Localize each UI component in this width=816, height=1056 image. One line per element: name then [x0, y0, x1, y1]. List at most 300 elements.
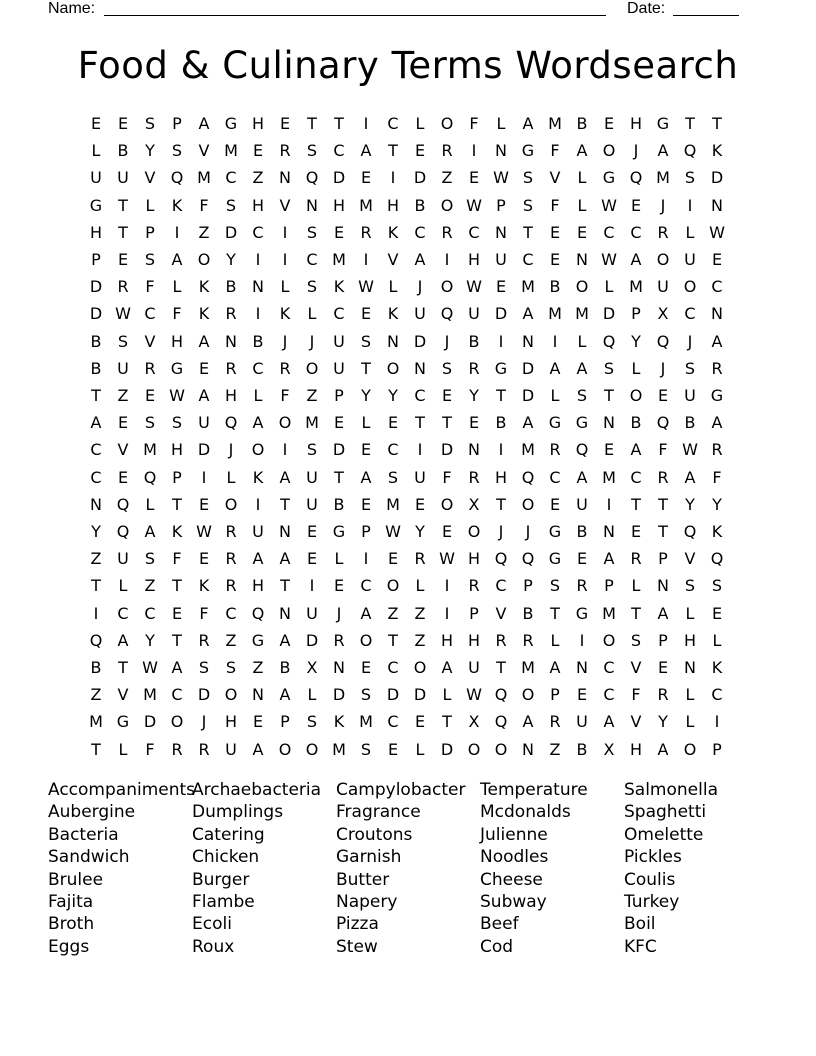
grid-cell[interactable]: C	[90, 440, 102, 460]
grid-cell[interactable]: U	[495, 250, 507, 269]
grid-cell[interactable]: N	[252, 277, 264, 297]
grid-cell[interactable]: S	[306, 440, 318, 460]
grid-cell[interactable]: L	[172, 277, 182, 297]
grid-cell[interactable]: P	[361, 522, 371, 541]
grid-cell[interactable]: W	[439, 549, 455, 569]
grid-cell[interactable]: L	[253, 386, 263, 405]
grid-cell[interactable]: I	[390, 168, 396, 188]
grid-cell[interactable]: L	[577, 331, 587, 351]
grid-cell[interactable]: O	[359, 630, 373, 650]
grid-cell[interactable]: S	[306, 277, 318, 297]
grid-cell[interactable]: U	[225, 739, 237, 759]
grid-cell[interactable]: O	[494, 739, 508, 759]
grid-cell[interactable]: L	[631, 358, 641, 378]
grid-cell[interactable]: Q	[683, 141, 697, 161]
grid-cell[interactable]: O	[683, 739, 697, 759]
grid-cell[interactable]: P	[145, 222, 155, 242]
grid-cell[interactable]: T	[496, 658, 506, 677]
grid-cell[interactable]: U	[657, 277, 669, 297]
grid-cell[interactable]: M	[197, 168, 211, 188]
grid-cell[interactable]: W	[466, 277, 482, 297]
grid-cell[interactable]: X	[306, 658, 318, 677]
grid-cell[interactable]: L	[550, 630, 560, 650]
grid-cell[interactable]: N	[468, 440, 480, 460]
grid-cell[interactable]: S	[360, 739, 372, 759]
grid-cell[interactable]: U	[684, 386, 696, 405]
grid-cell[interactable]: D	[332, 168, 346, 188]
grid-cell[interactable]: F	[199, 603, 209, 623]
grid-cell[interactable]: N	[711, 195, 723, 215]
grid-cell[interactable]: S	[549, 576, 561, 596]
grid-cell[interactable]: A	[198, 386, 210, 405]
grid-cell[interactable]: E	[711, 603, 723, 623]
grid-cell[interactable]: A	[252, 549, 264, 569]
grid-cell[interactable]: A	[414, 250, 426, 269]
grid-cell[interactable]: K	[333, 277, 345, 297]
grid-cell[interactable]: K	[711, 141, 723, 161]
grid-cell[interactable]: T	[91, 739, 101, 759]
grid-cell[interactable]: U	[576, 494, 588, 514]
grid-cell[interactable]: I	[282, 440, 288, 460]
grid-cell[interactable]: S	[306, 712, 318, 732]
grid-cell[interactable]: W	[601, 195, 617, 215]
grid-cell[interactable]: O	[629, 386, 643, 405]
grid-cell[interactable]: O	[224, 685, 238, 705]
grid-cell[interactable]: T	[631, 603, 641, 623]
grid-cell[interactable]: S	[306, 222, 318, 242]
grid-cell[interactable]: A	[522, 114, 534, 133]
grid-cell[interactable]: T	[415, 413, 425, 433]
grid-cell[interactable]: A	[657, 141, 669, 161]
grid-cell[interactable]: B	[684, 413, 696, 433]
grid-cell[interactable]: S	[684, 358, 696, 378]
grid-cell[interactable]: C	[603, 658, 615, 677]
grid-cell[interactable]: S	[711, 576, 723, 596]
grid-cell[interactable]: Q	[656, 331, 670, 351]
grid-cell[interactable]: G	[548, 413, 562, 433]
grid-cell[interactable]: N	[711, 304, 723, 324]
grid-cell[interactable]: H	[170, 440, 184, 460]
grid-cell[interactable]: C	[603, 222, 615, 242]
grid-cell[interactable]: Y	[145, 630, 155, 650]
grid-cell[interactable]: T	[118, 195, 128, 215]
grid-cell[interactable]: Q	[170, 168, 184, 188]
grid-cell[interactable]: H	[629, 114, 643, 133]
grid-cell[interactable]: G	[89, 195, 103, 215]
grid-cell[interactable]: E	[549, 222, 561, 242]
grid-cell[interactable]: Q	[494, 712, 508, 732]
grid-cell[interactable]: E	[333, 222, 345, 242]
grid-cell[interactable]: H	[467, 630, 481, 650]
grid-cell[interactable]: E	[603, 440, 615, 460]
grid-cell[interactable]: L	[712, 630, 722, 650]
grid-cell[interactable]: E	[360, 658, 372, 677]
grid-cell[interactable]: D	[710, 168, 724, 188]
grid-cell[interactable]: E	[117, 114, 129, 133]
grid-cell[interactable]: E	[171, 603, 183, 623]
grid-cell[interactable]: B	[495, 413, 507, 433]
grid-cell[interactable]: E	[387, 549, 399, 569]
grid-cell[interactable]: O	[602, 630, 616, 650]
grid-cell[interactable]: W	[466, 195, 482, 215]
grid-cell[interactable]: Q	[710, 549, 724, 569]
grid-cell[interactable]: L	[361, 413, 371, 433]
grid-cell[interactable]: H	[224, 712, 238, 732]
grid-cell[interactable]: A	[549, 358, 561, 378]
grid-cell[interactable]: M	[143, 685, 157, 705]
grid-cell[interactable]: C	[684, 304, 696, 324]
grid-cell[interactable]: J	[525, 522, 531, 541]
grid-cell[interactable]: E	[279, 114, 291, 133]
grid-cell[interactable]: M	[359, 195, 373, 215]
grid-cell[interactable]: R	[414, 549, 426, 569]
grid-cell[interactable]: H	[683, 630, 697, 650]
grid-cell[interactable]: E	[414, 494, 426, 514]
grid-cell[interactable]: E	[387, 413, 399, 433]
grid-cell[interactable]: T	[523, 222, 533, 242]
grid-cell[interactable]: B	[90, 658, 102, 677]
grid-cell[interactable]: J	[228, 440, 234, 460]
grid-cell[interactable]: T	[91, 386, 101, 405]
grid-cell[interactable]: S	[144, 250, 156, 269]
grid-cell[interactable]: E	[549, 494, 561, 514]
grid-cell[interactable]: P	[523, 576, 533, 596]
grid-cell[interactable]: J	[660, 358, 666, 378]
grid-cell[interactable]: A	[279, 630, 291, 650]
grid-cell[interactable]: W	[142, 658, 158, 677]
grid-cell[interactable]: E	[711, 250, 723, 269]
grid-cell[interactable]: C	[225, 168, 237, 188]
grid-cell[interactable]: A	[630, 440, 642, 460]
grid-cell[interactable]: K	[198, 576, 210, 596]
grid-cell[interactable]: T	[334, 467, 344, 487]
grid-cell[interactable]: L	[307, 685, 317, 705]
grid-cell[interactable]: O	[575, 277, 589, 297]
grid-cell[interactable]: O	[440, 114, 454, 133]
grid-cell[interactable]: Q	[89, 630, 103, 650]
grid-cell[interactable]: J	[444, 331, 450, 351]
grid-cell[interactable]: V	[279, 195, 291, 215]
grid-cell[interactable]: R	[468, 358, 480, 378]
grid-cell[interactable]: R	[198, 739, 210, 759]
grid-cell[interactable]: I	[444, 576, 450, 596]
grid-cell[interactable]: C	[225, 603, 237, 623]
grid-cell[interactable]: K	[711, 658, 723, 677]
grid-cell[interactable]: V	[549, 168, 561, 188]
grid-cell[interactable]: G	[575, 413, 589, 433]
grid-cell[interactable]: A	[252, 739, 264, 759]
grid-cell[interactable]: U	[252, 522, 264, 541]
grid-cell[interactable]: I	[417, 440, 423, 460]
grid-cell[interactable]: L	[496, 114, 506, 133]
grid-cell[interactable]: R	[468, 576, 480, 596]
grid-cell[interactable]: A	[576, 467, 588, 487]
grid-cell[interactable]: Z	[90, 549, 102, 569]
grid-cell[interactable]: F	[442, 467, 452, 487]
grid-cell[interactable]: A	[711, 413, 723, 433]
grid-cell[interactable]: M	[332, 739, 346, 759]
grid-cell[interactable]: I	[363, 250, 369, 269]
grid-cell[interactable]: P	[658, 549, 668, 569]
grid-cell[interactable]: F	[712, 467, 722, 487]
grid-cell[interactable]: O	[386, 358, 400, 378]
grid-cell[interactable]: L	[577, 195, 587, 215]
grid-cell[interactable]: C	[495, 576, 507, 596]
grid-cell[interactable]: N	[279, 522, 291, 541]
grid-cell[interactable]: K	[198, 277, 210, 297]
grid-cell[interactable]: L	[604, 277, 614, 297]
grid-cell[interactable]: R	[225, 522, 237, 541]
grid-cell[interactable]: F	[145, 277, 155, 297]
grid-cell[interactable]: S	[441, 358, 453, 378]
grid-cell[interactable]: E	[657, 386, 669, 405]
grid-cell[interactable]: A	[171, 658, 183, 677]
grid-cell[interactable]: G	[710, 386, 724, 405]
grid-cell[interactable]: K	[711, 522, 723, 541]
grid-cell[interactable]: O	[440, 494, 454, 514]
grid-cell[interactable]: C	[117, 603, 129, 623]
grid-cell[interactable]: M	[521, 658, 535, 677]
grid-cell[interactable]: N	[90, 494, 102, 514]
grid-cell[interactable]: L	[631, 576, 641, 596]
grid-cell[interactable]: T	[172, 576, 182, 596]
grid-cell[interactable]: F	[172, 304, 182, 324]
grid-cell[interactable]: F	[172, 549, 182, 569]
grid-cell[interactable]: F	[658, 440, 668, 460]
grid-cell[interactable]: E	[198, 494, 210, 514]
grid-cell[interactable]: I	[309, 576, 315, 596]
grid-cell[interactable]: F	[199, 195, 209, 215]
grid-cell[interactable]: N	[684, 658, 696, 677]
grid-cell[interactable]: S	[630, 630, 642, 650]
grid-cell[interactable]: L	[226, 467, 236, 487]
grid-cell[interactable]: I	[714, 712, 720, 732]
grid-cell[interactable]: H	[170, 331, 184, 351]
grid-cell[interactable]: H	[224, 386, 238, 405]
grid-cell[interactable]: I	[282, 250, 288, 269]
grid-cell[interactable]: E	[252, 712, 264, 732]
grid-cell[interactable]: J	[660, 195, 666, 215]
grid-cell[interactable]: O	[413, 658, 427, 677]
grid-cell[interactable]: M	[305, 413, 319, 433]
grid-cell[interactable]: S	[144, 114, 156, 133]
grid-cell[interactable]: A	[198, 114, 210, 133]
grid-cell[interactable]: C	[522, 250, 534, 269]
grid-cell[interactable]: E	[387, 739, 399, 759]
grid-cell[interactable]: H	[251, 195, 265, 215]
grid-cell[interactable]: S	[171, 141, 183, 161]
grid-cell[interactable]: R	[225, 304, 237, 324]
grid-cell[interactable]: N	[225, 331, 237, 351]
grid-cell[interactable]: M	[521, 277, 535, 297]
grid-cell[interactable]: Q	[116, 522, 130, 541]
grid-cell[interactable]: I	[363, 549, 369, 569]
grid-cell[interactable]: W	[682, 440, 698, 460]
grid-cell[interactable]: R	[711, 358, 723, 378]
grid-cell[interactable]: G	[656, 114, 670, 133]
grid-cell[interactable]: T	[280, 494, 290, 514]
grid-cell[interactable]: C	[711, 277, 723, 297]
grid-cell[interactable]: U	[684, 250, 696, 269]
grid-cell[interactable]: E	[333, 413, 345, 433]
grid-cell[interactable]: Q	[440, 304, 454, 324]
grid-cell[interactable]: M	[656, 168, 670, 188]
grid-cell[interactable]: F	[280, 386, 290, 405]
grid-cell[interactable]: P	[469, 603, 479, 623]
grid-cell[interactable]: E	[198, 549, 210, 569]
grid-cell[interactable]: S	[198, 658, 210, 677]
grid-cell[interactable]: R	[441, 141, 453, 161]
grid-cell[interactable]: R	[225, 549, 237, 569]
grid-cell[interactable]: M	[548, 304, 562, 324]
grid-cell[interactable]: R	[711, 440, 723, 460]
grid-cell[interactable]: Z	[90, 685, 102, 705]
grid-cell[interactable]: R	[657, 685, 669, 705]
grid-cell[interactable]: G	[494, 358, 508, 378]
grid-cell[interactable]: L	[388, 277, 398, 297]
grid-cell[interactable]: O	[305, 358, 319, 378]
grid-cell[interactable]: C	[468, 222, 480, 242]
grid-cell[interactable]: A	[522, 304, 534, 324]
grid-cell[interactable]: C	[360, 576, 372, 596]
grid-cell[interactable]: M	[521, 440, 535, 460]
grid-cell[interactable]: A	[711, 331, 723, 351]
grid-cell[interactable]: A	[603, 549, 615, 569]
grid-cell[interactable]: E	[360, 440, 372, 460]
grid-cell[interactable]: N	[279, 603, 291, 623]
grid-cell[interactable]: Z	[414, 603, 426, 623]
grid-cell[interactable]: E	[144, 386, 156, 405]
grid-cell[interactable]: J	[282, 331, 288, 351]
grid-cell[interactable]: S	[522, 195, 534, 215]
grid-cell[interactable]: B	[522, 603, 534, 623]
grid-cell[interactable]: S	[306, 141, 318, 161]
grid-cell[interactable]: E	[306, 549, 318, 569]
grid-cell[interactable]: K	[171, 522, 183, 541]
grid-cell[interactable]: Z	[549, 739, 561, 759]
grid-cell[interactable]: E	[117, 467, 129, 487]
grid-cell[interactable]: F	[145, 739, 155, 759]
grid-cell[interactable]: T	[658, 494, 668, 514]
grid-cell[interactable]: C	[387, 440, 399, 460]
grid-cell[interactable]: S	[360, 331, 372, 351]
grid-cell[interactable]: G	[602, 168, 616, 188]
grid-cell[interactable]: I	[687, 195, 693, 215]
grid-cell[interactable]: I	[444, 603, 450, 623]
grid-cell[interactable]: R	[198, 630, 210, 650]
grid-cell[interactable]: R	[279, 141, 291, 161]
grid-cell[interactable]: Y	[226, 250, 236, 269]
grid-cell[interactable]: E	[576, 685, 588, 705]
grid-cell[interactable]: E	[117, 413, 129, 433]
grid-cell[interactable]: R	[549, 712, 561, 732]
grid-cell[interactable]: N	[333, 658, 345, 677]
grid-cell[interactable]: Y	[388, 386, 398, 405]
grid-cell[interactable]: Z	[414, 630, 426, 650]
grid-cell[interactable]: P	[91, 250, 101, 269]
grid-cell[interactable]: K	[198, 304, 210, 324]
grid-cell[interactable]: L	[685, 712, 695, 732]
grid-cell[interactable]: H	[386, 195, 400, 215]
grid-cell[interactable]: O	[386, 576, 400, 596]
grid-cell[interactable]: Z	[198, 222, 210, 242]
grid-cell[interactable]: X	[657, 304, 669, 324]
grid-cell[interactable]: U	[117, 549, 129, 569]
grid-cell[interactable]: A	[252, 413, 264, 433]
grid-cell[interactable]: M	[629, 277, 643, 297]
grid-cell[interactable]: A	[603, 712, 615, 732]
grid-cell[interactable]: T	[307, 114, 317, 133]
grid-cell[interactable]: O	[521, 494, 535, 514]
grid-cell[interactable]: H	[440, 630, 454, 650]
grid-cell[interactable]: M	[386, 494, 400, 514]
grid-cell[interactable]: G	[170, 358, 184, 378]
grid-cell[interactable]: L	[145, 494, 155, 514]
grid-cell[interactable]: O	[602, 141, 616, 161]
grid-cell[interactable]: J	[201, 712, 207, 732]
grid-cell[interactable]: R	[117, 277, 129, 297]
grid-cell[interactable]: K	[171, 195, 183, 215]
grid-cell[interactable]: W	[466, 685, 482, 705]
grid-cell[interactable]: A	[630, 250, 642, 269]
grid-cell[interactable]: A	[522, 413, 534, 433]
grid-cell[interactable]: A	[549, 658, 561, 677]
grid-cell[interactable]: C	[333, 141, 345, 161]
grid-cell[interactable]: H	[332, 195, 346, 215]
grid-cell[interactable]: W	[385, 522, 401, 541]
grid-cell[interactable]: C	[144, 304, 156, 324]
grid-cell[interactable]: L	[577, 168, 587, 188]
grid-cell[interactable]: I	[93, 603, 99, 623]
grid-cell[interactable]: D	[413, 331, 427, 351]
grid-cell[interactable]: D	[224, 222, 238, 242]
grid-cell[interactable]: R	[144, 358, 156, 378]
grid-cell[interactable]: L	[334, 549, 344, 569]
grid-cell[interactable]: I	[498, 331, 504, 351]
grid-cell[interactable]: B	[414, 195, 426, 215]
grid-cell[interactable]: T	[604, 386, 614, 405]
grid-cell[interactable]: C	[711, 685, 723, 705]
grid-cell[interactable]: O	[278, 739, 292, 759]
grid-cell[interactable]: O	[278, 413, 292, 433]
grid-cell[interactable]: D	[197, 685, 211, 705]
grid-cell[interactable]: F	[550, 195, 560, 215]
grid-cell[interactable]: U	[468, 304, 480, 324]
grid-cell[interactable]: U	[468, 658, 480, 677]
grid-cell[interactable]: Z	[252, 168, 264, 188]
grid-cell[interactable]: P	[280, 712, 290, 732]
grid-cell[interactable]: S	[171, 413, 183, 433]
grid-cell[interactable]: A	[657, 603, 669, 623]
grid-cell[interactable]: U	[90, 168, 102, 188]
grid-cell[interactable]: G	[521, 141, 535, 161]
grid-cell[interactable]: C	[414, 386, 426, 405]
grid-cell[interactable]: D	[494, 304, 508, 324]
grid-cell[interactable]: I	[471, 141, 477, 161]
grid-cell[interactable]: W	[358, 277, 374, 297]
grid-cell[interactable]: E	[468, 168, 480, 188]
grid-cell[interactable]: Z	[387, 603, 399, 623]
grid-cell[interactable]: J	[336, 603, 342, 623]
grid-cell[interactable]: T	[388, 630, 398, 650]
grid-cell[interactable]: R	[657, 222, 669, 242]
grid-cell[interactable]: J	[687, 331, 693, 351]
grid-cell[interactable]: X	[468, 494, 480, 514]
grid-cell[interactable]: S	[360, 685, 372, 705]
grid-cell[interactable]: S	[603, 358, 615, 378]
grid-cell[interactable]: V	[117, 685, 129, 705]
grid-cell[interactable]: Q	[521, 549, 535, 569]
